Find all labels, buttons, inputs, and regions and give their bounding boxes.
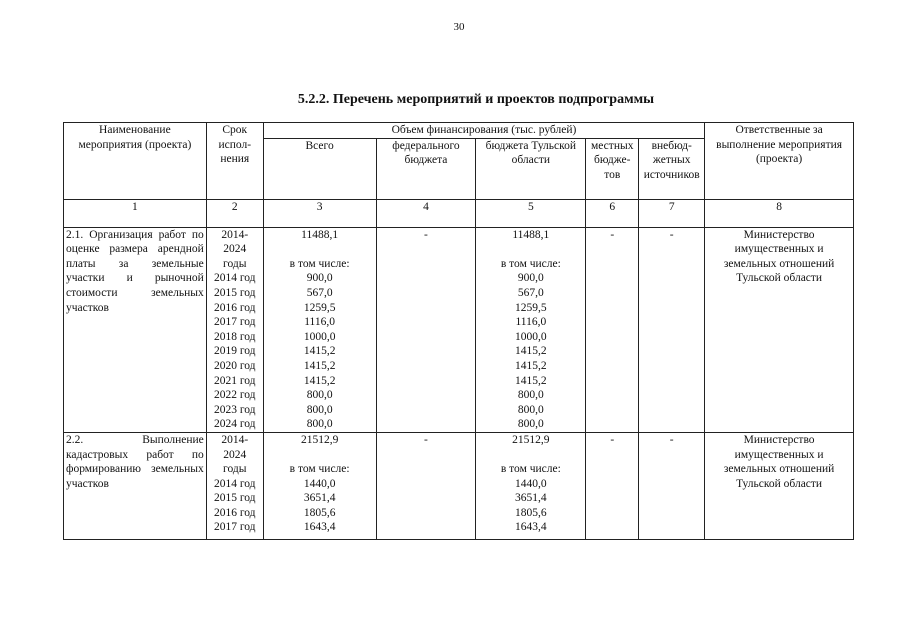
cell-line: 1415,2: [515, 359, 547, 372]
cell-line: 800,0: [306, 418, 333, 431]
regional-cell: [476, 432, 586, 539]
cell-line: 2016 год: [213, 301, 256, 314]
column-number: 6: [586, 199, 639, 227]
header-responsible: Ответственные за выполнение мероприятия (проекта): [705, 123, 854, 200]
column-number: 2: [206, 199, 263, 227]
cell-line: 2023 год: [213, 403, 256, 416]
federal-cell: -: [376, 432, 476, 539]
cell-line: 3651,4: [515, 492, 547, 505]
cell-line: 1440,0: [303, 477, 336, 490]
responsible-cell: Министерство имущественных и земельных отношений Тульской области: [705, 227, 854, 432]
local-cell: -: [586, 432, 639, 539]
regional-cell: [476, 227, 586, 432]
cell-line: 1415,2: [515, 374, 547, 387]
federal-cell: -: [376, 227, 476, 432]
cell-line: 2022 год: [213, 389, 256, 402]
cell-line: 2017 год: [213, 521, 256, 534]
period-cell: [206, 227, 263, 432]
cell-line: 2018 год: [213, 330, 256, 343]
cell-line: 800,0: [306, 389, 333, 402]
cell-line: 1440,0: [515, 477, 547, 490]
cell-line: 2015 год: [213, 286, 256, 299]
period-cell: [206, 432, 263, 539]
header-extra: внебюд-жетных источников: [639, 138, 705, 199]
cell-line: в том числе:: [289, 463, 350, 476]
cell-line: в том числе:: [500, 257, 561, 270]
cell-line: 3651,4: [303, 492, 336, 505]
header-federal: федерального бюджета: [376, 138, 476, 199]
cell-line: 2014-: [221, 433, 249, 446]
extra-cell: -: [639, 227, 705, 432]
cell-line: 1415,2: [515, 345, 547, 358]
extra-cell: -: [639, 432, 705, 539]
cell-line: 800,0: [517, 403, 544, 416]
cell-line: 2021 год: [213, 374, 256, 387]
cell-line: 1000,0: [515, 330, 547, 343]
cell-line: 2024 год: [213, 418, 256, 431]
cell-line: 2020 год: [213, 359, 256, 372]
measure-name: 2.1. Организация работ по оценке размера арендной платы за земельные участки и рыночной стоимости земельных участков: [64, 227, 207, 432]
cell-line: 2024: [223, 243, 247, 256]
cell-line: 1415,2: [303, 345, 336, 358]
table-row: [64, 432, 854, 539]
cell-line: [478, 242, 583, 257]
cell-line: 800,0: [517, 418, 544, 431]
header-period: Срок испол-нения: [206, 123, 263, 200]
column-number: 1: [64, 199, 207, 227]
cell-line: 1000,0: [303, 330, 336, 343]
local-cell: -: [586, 227, 639, 432]
measure-name: 2.2. Выполнение кадастровых работ по формированию земельных участков: [64, 432, 207, 539]
cell-line: 1805,6: [515, 506, 547, 519]
cell-line: [266, 242, 374, 257]
cell-line: годы: [223, 463, 247, 476]
cell-line: 1415,2: [303, 359, 336, 372]
cell-line: 1643,4: [515, 521, 547, 534]
cell-line: 21512,9: [512, 433, 550, 446]
column-number: 5: [476, 199, 586, 227]
cell-line: 21512,9: [300, 433, 339, 446]
cell-line: 1643,4: [303, 521, 336, 534]
cell-line: 567,0: [517, 286, 544, 299]
cell-line: 1805,6: [303, 506, 336, 519]
cell-line: 2014-: [221, 228, 249, 241]
column-number: 8: [705, 199, 854, 227]
header-name: Наименование мероприятия (проекта): [64, 123, 207, 200]
cell-line: 800,0: [517, 389, 544, 402]
column-number: 4: [376, 199, 476, 227]
cell-line: в том числе:: [500, 463, 561, 476]
cell-line: 11488,1: [301, 228, 339, 241]
total-cell: [263, 432, 376, 539]
header-total: Всего: [263, 138, 376, 199]
column-number: 3: [263, 199, 376, 227]
cell-line: 1259,5: [303, 301, 336, 314]
cell-line: 1415,2: [303, 374, 336, 387]
cell-line: [478, 448, 583, 463]
page-number: 30: [453, 21, 465, 33]
cell-line: 1116,0: [304, 316, 336, 329]
cell-line: 2019 год: [213, 345, 256, 358]
section-heading: 5.2.2. Перечень мероприятий и проектов подпрограммы: [297, 92, 655, 107]
cell-line: в том числе:: [289, 257, 350, 270]
funding-table: [63, 122, 854, 540]
cell-line: 567,0: [306, 286, 333, 299]
responsible-cell: Министерство имущественных и земельных отношений Тульской области: [705, 432, 854, 539]
header-local: местных бюдже-тов: [586, 138, 639, 199]
cell-line: 2024: [223, 448, 247, 461]
cell-line: 900,0: [517, 272, 544, 285]
cell-line: 1259,5: [515, 301, 547, 314]
cell-line: 2014 год: [213, 272, 256, 285]
cell-line: 800,0: [306, 403, 333, 416]
cell-line: годы: [223, 257, 247, 270]
cell-line: 900,0: [306, 272, 333, 285]
column-number: 7: [639, 199, 705, 227]
header-regional: бюджета Тульской области: [476, 138, 586, 199]
cell-line: 11488,1: [512, 228, 550, 241]
cell-line: 2017 год: [213, 316, 256, 329]
column-number-row: [64, 199, 854, 227]
table-row: [64, 227, 854, 432]
cell-line: 2015 год: [213, 492, 256, 505]
header-funding-group: Объем финансирования (тыс. рублей): [263, 123, 704, 139]
cell-line: 2014 год: [213, 477, 256, 490]
cell-line: [266, 448, 374, 463]
total-cell: [263, 227, 376, 432]
cell-line: 1116,0: [515, 316, 547, 329]
cell-line: 2016 год: [213, 506, 256, 519]
